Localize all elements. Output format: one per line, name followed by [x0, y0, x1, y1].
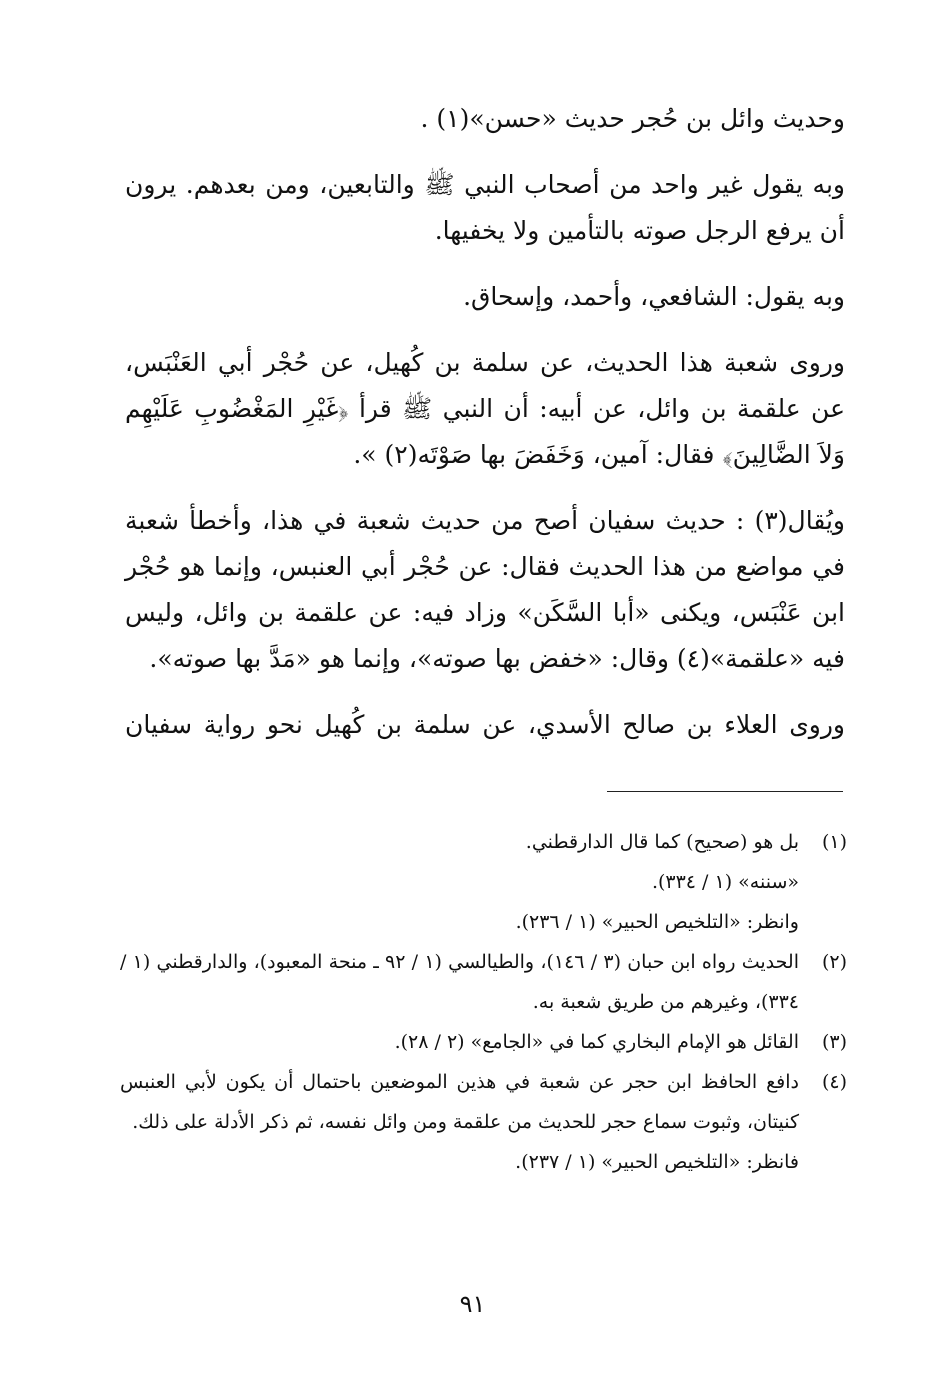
footnotes: [120, 822, 847, 1182]
main-text: [125, 96, 845, 768]
paragraph: وبه يقول: الشافعي، وأحمد، وإسحاق.: [463, 282, 845, 311]
footnote-text: وانظر: «التلخيص الحبير» (١ / ٢٣٦).: [515, 911, 799, 933]
footnote-2: [120, 942, 847, 1022]
footnote-number: (٣): [821, 1031, 847, 1053]
footnote-text: «سننه» (١ / ٣٣٤).: [651, 871, 799, 893]
footnote-number: (٤): [821, 1071, 847, 1093]
footnote-number: (٢): [821, 951, 847, 973]
footnote-separator: [607, 791, 843, 792]
footnote-4: [120, 1062, 847, 1142]
footnote-text: الحديث رواه ابن حبان (٣ / ١٤٦)، والطيالسي (١ / ٩٢ ـ منحة المعبود)، والدارقطني (١ / ٣٣٤)، وغيرهم من طريق شعبة به.: [120, 951, 799, 1013]
footnote-text: القائل هو الإمام البخاري كما في «الجامع» (٢ / ٢٨).: [394, 1031, 799, 1053]
footnote-4-continuation: [120, 1142, 847, 1182]
footnote-3: [120, 1022, 847, 1062]
page-number: ٩١: [459, 1290, 486, 1318]
paragraph: وروى العلاء بن صالح الأسدي، عن سلمة بن كُهيل نحو رواية سفيان: [125, 710, 845, 739]
footnote-1-continuation: [120, 862, 847, 902]
footnote-text: بل هو (صحيح) كما قال الدارقطني.: [525, 831, 799, 853]
footnote-1-continuation: [120, 902, 847, 942]
footnote-text: دافع الحافظ ابن حجر عن شعبة في هذين الموضعين باحتمال أن يكون لأبي العنبس كنيتان، وثبوت سماع حجر للحديث من علقمة ومن وائل نفسه، ثم ذكر الأدلة على ذلك.: [120, 1071, 799, 1133]
paragraph: وروى شعبة هذا الحديث، عن سلمة بن كُهيل، عن حُجْر أبي العَنْبَس، عن علقمة بن وائل، عن أبيه: أن النبي ﷺ قرأ ﴿غَيْرِ المَغْضُوبِ عَلَيْهِم وَلاَ الضَّالِينَ﴾ فقال: آمين، وَخَفَضَ بها صَوْتَه(٢) ».: [125, 348, 845, 469]
footnote-number: (١): [821, 831, 847, 853]
paragraph: ويُقال(٣) : حديث سفيان أصح من حديث شعبة في هذا، وأخطأ شعبة في مواضع من هذا الحديث فقال: عن حُجْر أبي العنبس، وإنما هو حُجْر ابن عَنْبَس، ويكنى «أبا السَّكَن» وزاد فيه: عن علقمة بن وائل، وليس فيه «علقمة»(٤) وقال: «خفض بها صوته»، وإنما هو «مَدَّ بها صوته».: [125, 506, 845, 673]
footnote-text: فانظر: «التلخيص الحبير» (١ / ٢٣٧).: [515, 1151, 799, 1173]
paragraph: وحديث وائل بن حُجر حديث «حسن»(١) .: [420, 104, 845, 133]
paragraph: وبه يقول غير واحد من أصحاب النبي ﷺ والتابعين، ومن بعدهم. يرون أن يرفع الرجل صوته بالتأمين ولا يخفيها.: [125, 170, 845, 245]
footnote-1: [120, 822, 847, 862]
